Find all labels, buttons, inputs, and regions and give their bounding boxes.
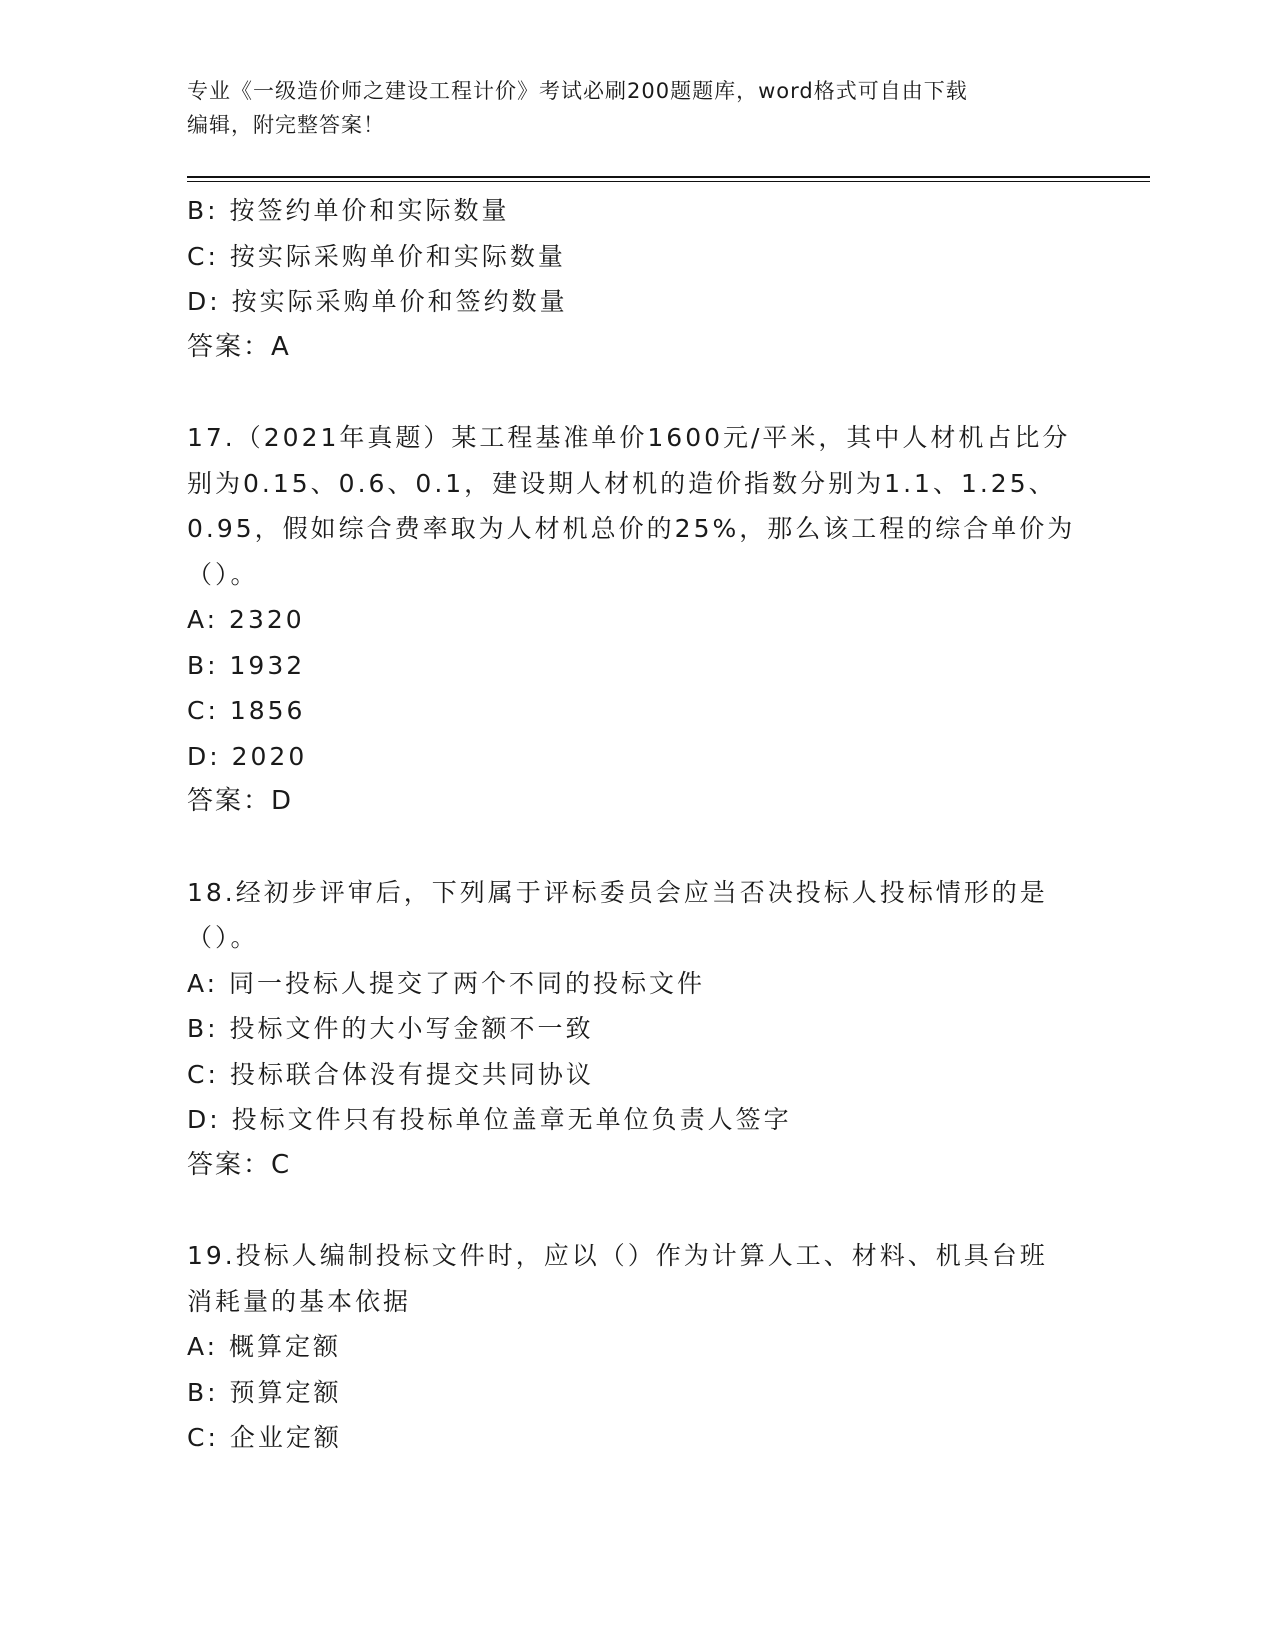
question-list (187, 188, 1087, 1461)
option-c: C: 企业定额 (187, 1423, 342, 1452)
answer: 答案：D (187, 786, 294, 816)
question-text-line: 别为0.15、0.6、0.1，建设期人材机的造价指数分别为1.1、1.25、 (187, 468, 1057, 498)
question-text-line: （）。 (187, 559, 259, 589)
question-19 (187, 1233, 1087, 1461)
header-line-2: 编辑，附完整答案！ (187, 113, 385, 137)
question-text-line: （）。 (187, 923, 259, 952)
question-16-continued (187, 188, 1087, 370)
question-text-line: 18.经初步评审后，下列属于评标委员会应当否决投标人投标情形的是 (187, 877, 1048, 907)
question-18 (187, 870, 1087, 1189)
header-rule-thick (187, 176, 1150, 178)
question-text-line: 17.（2021年真题）某工程基准单价1600元/平米，其中人材机占比分 (187, 423, 1071, 452)
option-a: A: 同一投标人提交了两个不同的投标文件 (187, 968, 706, 998)
document-header (187, 74, 1087, 142)
option-c: C: 按实际采购单价和实际数量 (187, 241, 566, 271)
option-d: D: 投标文件只有投标单位盖章无单位负责人签字 (187, 1105, 792, 1134)
option-d: D: 按实际采购单价和签约数量 (187, 287, 568, 316)
question-text-line: 0.95，假如综合费率取为人材机总价的25%，那么该工程的综合单价为 (187, 514, 1076, 543)
answer: 答案：A (187, 331, 291, 362)
question-text-line: 消耗量的基本依据 (187, 1286, 412, 1316)
option-b: B: 投标文件的大小写金额不一致 (187, 1014, 594, 1043)
option-a: A: 2320 (187, 605, 305, 634)
option-d: D: 2020 (187, 741, 308, 771)
option-c: C: 投标联合体没有提交共同协议 (187, 1059, 594, 1089)
answer: 答案：C (187, 1149, 292, 1180)
header-line-1: 专业《一级造价师之建设工程计价》考试必刷200题题库，word格式可自由下载 (187, 79, 968, 103)
option-b: B: 预算定额 (187, 1377, 342, 1407)
option-b: B: 按签约单价和实际数量 (187, 196, 510, 225)
question-17 (187, 415, 1087, 825)
option-c: C: 1856 (187, 696, 306, 725)
header-rule-thin (187, 181, 1150, 182)
question-text-line: 19.投标人编制投标文件时，应以（）作为计算人工、材料、机具台班 (187, 1241, 1048, 1270)
option-b: B: 1932 (187, 650, 306, 680)
option-a: A: 概算定额 (187, 1332, 342, 1361)
